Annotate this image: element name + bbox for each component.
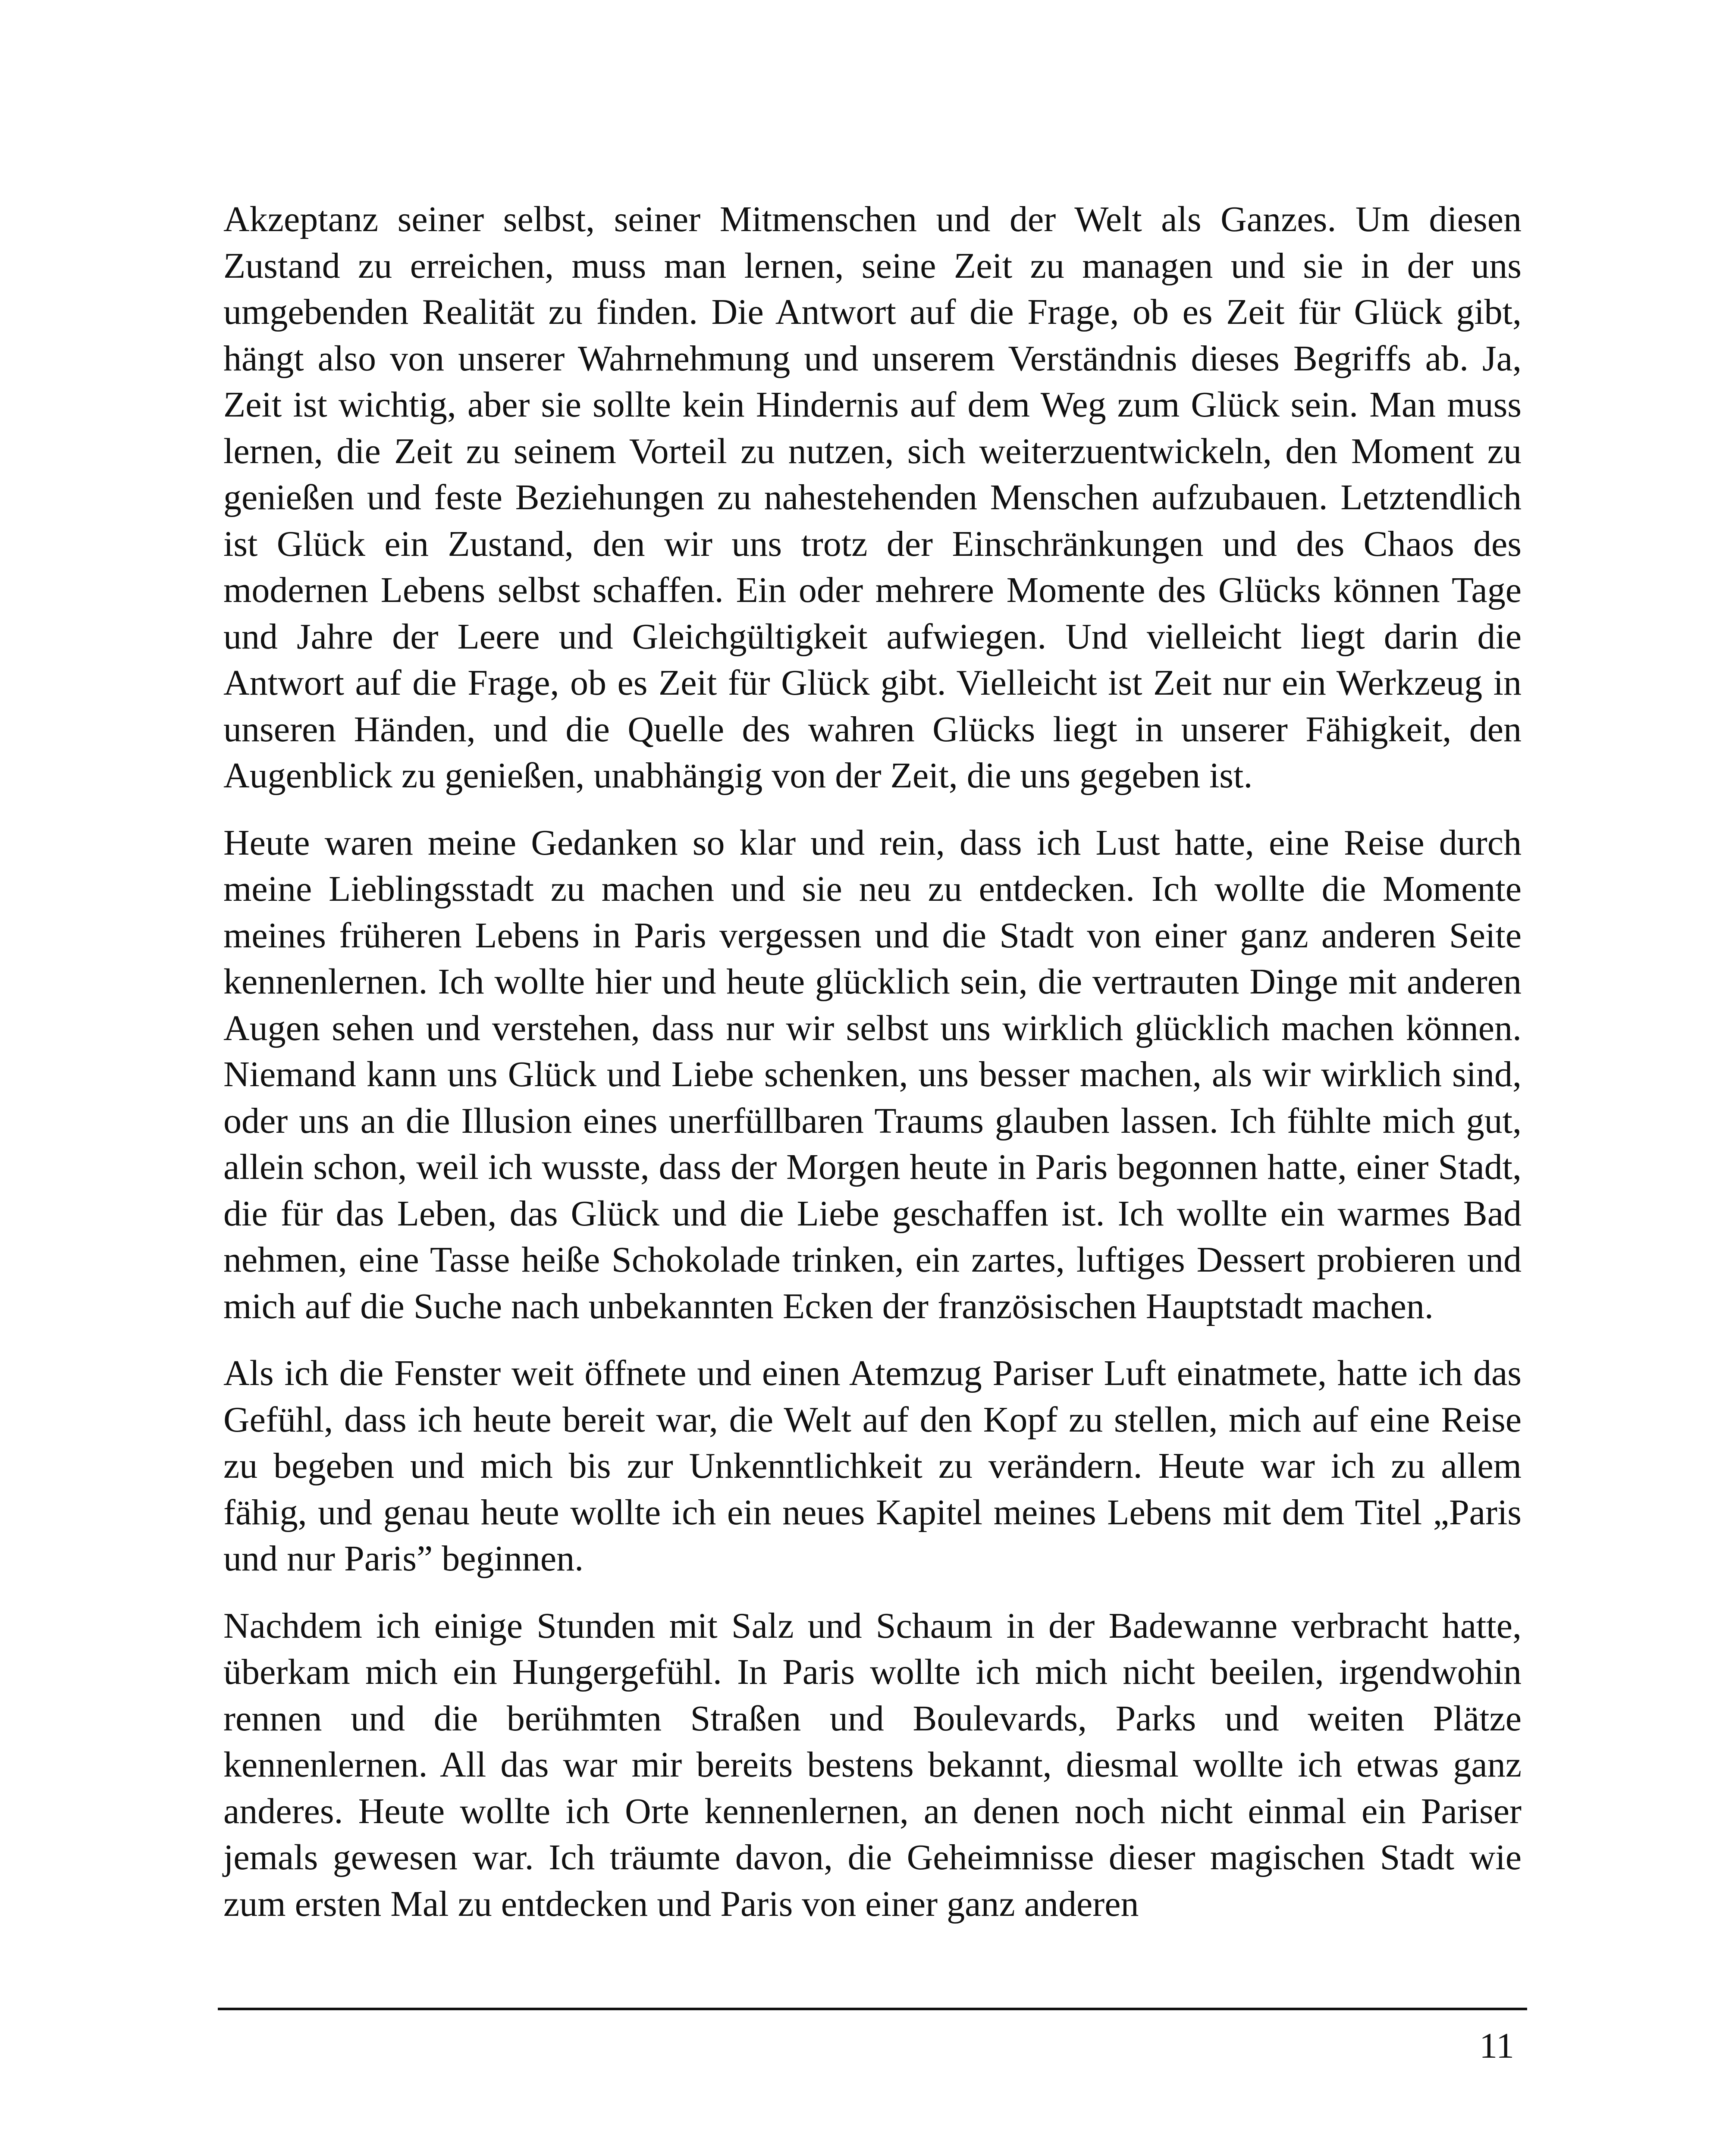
footer-rule [218, 2008, 1527, 2010]
page-number: 11 [1479, 2026, 1514, 2066]
paragraph-3: Als ich die Fenster weit öffnete und einen Atemzug Pariser Luft einatmete, hatte ich das Gefühl, dass ich heute bereit war, die Welt auf den Kopf zu stellen, mich auf eine Reise zu begeben und mich bis zur Unkenntlichkeit zu verändern. Heute war ich zu allem fähig, und genau heute wollte ich ein neues Kapitel meines Lebens mit dem Titel „Paris und nur Paris” beginnen. [223, 1353, 1522, 1579]
body-text [223, 196, 1522, 1948]
paragraph-1: Akzeptanz seiner selbst, seiner Mitmenschen und der Welt als Ganzes. Um diesen Zustand zu erreichen, muss man lernen, seine Zeit zu managen und sie in der uns umgebenden Realität zu finden. Die Antwort auf die Frage, ob es Zeit für Glück gibt, hängt also von unserer Wahrnehmung und unserem Verständnis dieses Begriffs ab. Ja, Zeit ist wichtig, aber sie sollte kein Hindernis auf dem Weg zum Glück sein. Man muss lernen, die Zeit zu seinem Vorteil zu nutzen, sich weiterzuentwickeln, den Moment zu genießen und feste Beziehungen zu nahestehenden Menschen aufzubauen. Letztendlich ist Glück ein Zustand, den wir uns trotz der Einschränkungen und des Chaos des modernen Lebens selbst schaffen. Ein oder mehrere Momente des Glücks können Tage und Jahre der Leere und Gleichgültigkeit aufwiegen. Und vielleicht liegt darin die Antwort auf die Frage, ob es Zeit für Glück gibt. Vielleicht ist Zeit nur ein Werkzeug in unseren Händen, und die Quelle des wahren Glücks liegt in unserer Fähigkeit, den Augenblick zu genießen, unabhängig von der Zeit, die uns gegeben ist. [223, 199, 1522, 796]
paragraph-2: Heute waren meine Gedanken so klar und rein, dass ich Lust hatte, eine Reise durch meine Lieblingsstadt zu machen und sie neu zu entdecken. Ich wollte die Momente meines früheren Lebens in Paris vergessen und die Stadt von einer ganz anderen Seite kennenlernen. Ich wollte hier und heute glücklich sein, die vertrauten Dinge mit anderen Augen sehen und verstehen, dass nur wir selbst uns wirklich glücklich machen können. Niemand kann uns Glück und Liebe schenken, uns besser machen, als wir wirklich sind, oder uns an die Illusion eines unerfüllbaren Traums glauben lassen. Ich fühlte mich gut, allein schon, weil ich wusste, dass der Morgen heute in Paris begonnen hatte, einer Stadt, die für das Leben, das Glück und die Liebe geschaffen ist. Ich wollte ein warmes Bad nehmen, eine Tasse heiße Schokolade trinken, ein zartes, luftiges Dessert probieren und mich auf die Suche nach unbekannten Ecken der französischen Hauptstadt machen. [223, 822, 1522, 1326]
paragraph-4: Nachdem ich einige Stunden mit Salz und Schaum in der Badewanne verbracht hatte, überkam mich ein Hungergefühl. In Paris wollte ich mich nicht beeilen, irgendwohin rennen und die berühmten Straßen und Boulevards, Parks und weiten Plätze kennenlernen. All das war mir bereits bestens bekannt, diesmal wollte ich etwas ganz anderes. Heute wollte ich Orte kennenlernen, an denen noch nicht einmal ein Pariser jemals gewesen war. Ich träumte davon, die Geheimnisse dieser magischen Stadt wie zum ersten Mal zu entdecken und Paris von einer ganz anderen [223, 1605, 1522, 1924]
